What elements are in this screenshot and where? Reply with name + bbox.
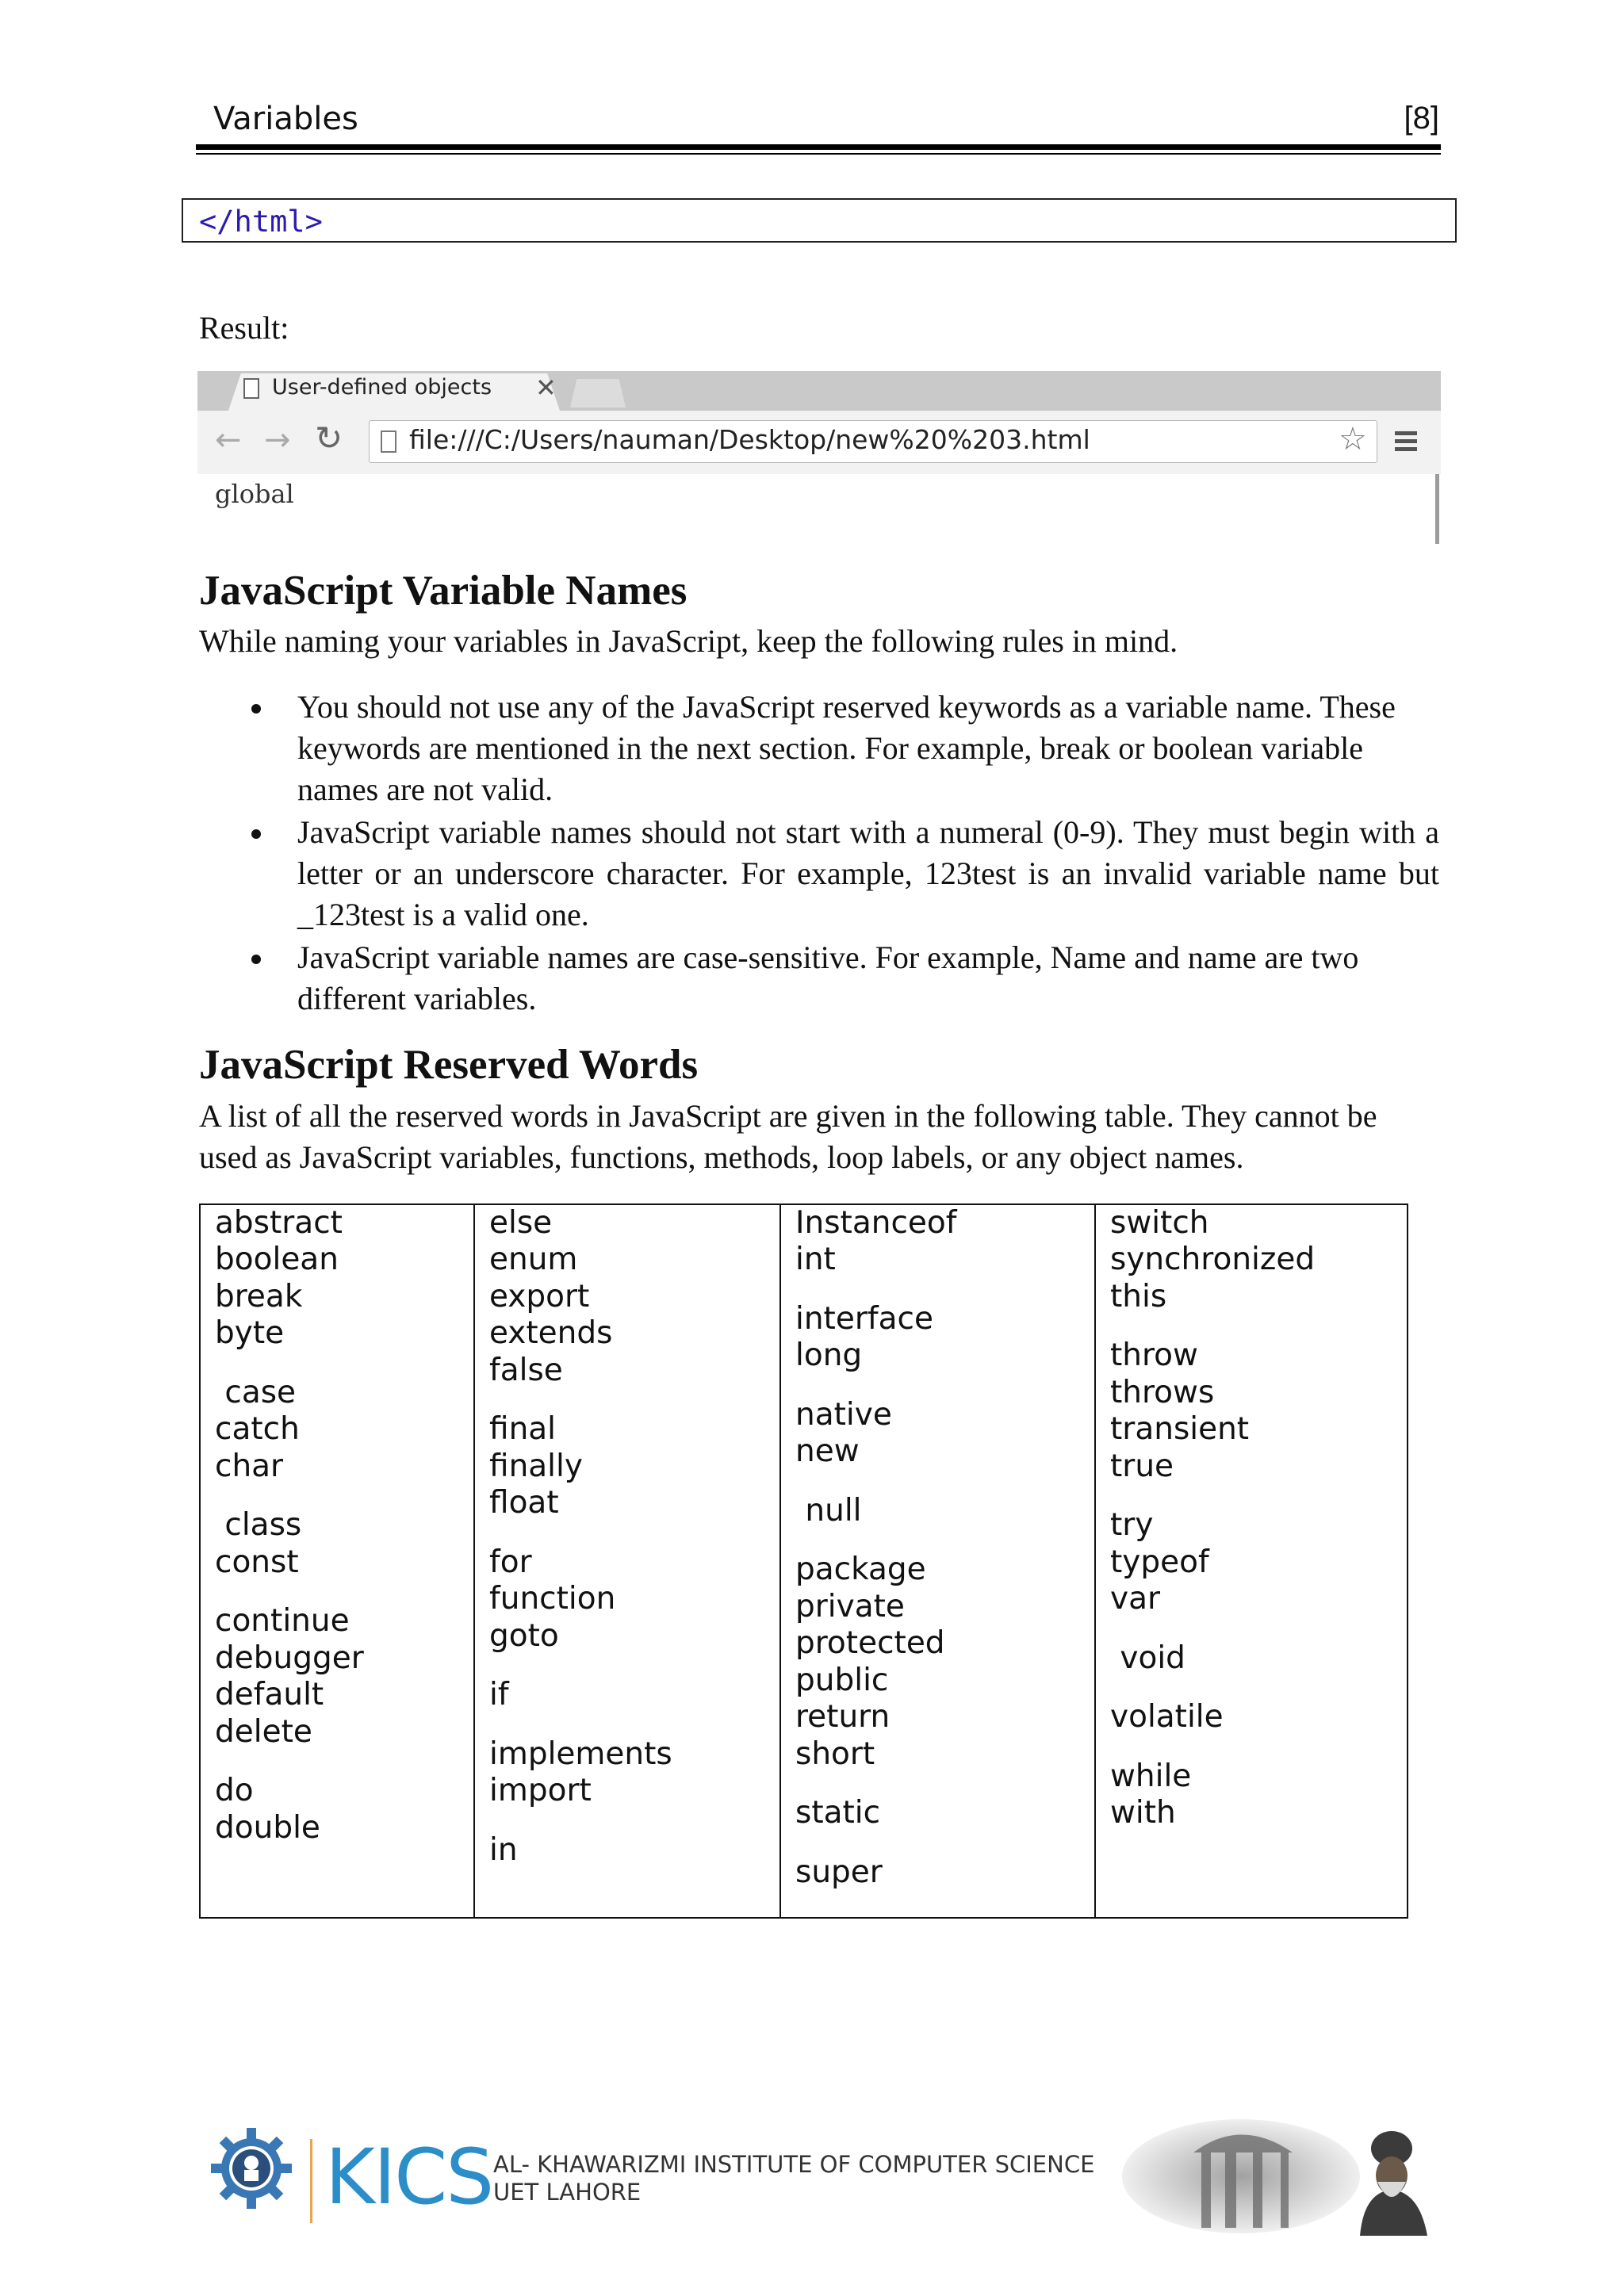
table-cell: final <box>489 1411 557 1447</box>
list-item-text: JavaScript variable names are case-sensitive. For example, Name and name are two different variables. <box>297 939 1359 1016</box>
table-cell: catch <box>215 1411 300 1447</box>
rules-list <box>250 687 1439 1020</box>
table-cell: case <box>215 1375 297 1410</box>
table-cell: break <box>215 1279 303 1314</box>
address-bar[interactable] <box>369 420 1377 463</box>
table-cell: extends <box>489 1315 613 1351</box>
list-item <box>250 812 1439 936</box>
list-item-text: JavaScript variable names should not start with a numeral (0-9). They must begin with a letter or an underscore character. For example, 123test is an invalid variable name but _123test is a valid one. <box>297 814 1439 932</box>
table-column <box>779 1205 1096 1917</box>
section-heading-reserved-words: JavaScript Reserved Words <box>199 1042 699 1088</box>
section-intro: While naming your variables in JavaScript, keep the following rules in mind. <box>199 623 1178 659</box>
page-header <box>196 99 1439 147</box>
table-cell: while <box>1110 1758 1192 1794</box>
table-cell: static <box>795 1795 881 1831</box>
reserved-words-table <box>199 1203 1408 1919</box>
table-cell: short <box>795 1736 875 1772</box>
page-content-text: global <box>215 479 294 509</box>
code-line: </html> <box>199 205 323 239</box>
table-cell: try <box>1110 1507 1154 1543</box>
table-cell: enum <box>489 1242 578 1277</box>
back-arrow-icon[interactable]: ← <box>215 422 242 458</box>
table-cell: function <box>489 1581 616 1617</box>
header-rule <box>196 144 1441 150</box>
table-cell: const <box>215 1544 299 1580</box>
table-cell: class <box>215 1507 302 1543</box>
table-cell: typeof <box>1110 1544 1209 1580</box>
table-cell: implements <box>489 1736 672 1772</box>
table-cell: new <box>795 1433 860 1469</box>
list-item-text: You should not use any of the JavaScript reserved keywords as a variable name. These keywords are mentioned in the next section. For example, break or boolean variable names are not valid. <box>297 689 1396 807</box>
close-icon[interactable]: ✕ <box>535 373 557 403</box>
table-cell: boolean <box>215 1242 339 1277</box>
table-cell: public <box>795 1663 889 1698</box>
kics-brand: KICS <box>325 2133 493 2221</box>
new-tab-button[interactable] <box>570 379 626 408</box>
footer-divider <box>310 2139 312 2223</box>
table-cell: package <box>795 1552 926 1587</box>
table-cell: transient <box>1110 1411 1250 1447</box>
table-cell: delete <box>215 1714 312 1750</box>
star-icon[interactable]: ☆ <box>1339 421 1367 457</box>
browser-screenshot <box>197 371 1441 544</box>
table-cell: char <box>215 1448 284 1484</box>
code-box <box>182 198 1457 243</box>
forward-arrow-icon[interactable]: → <box>264 422 291 458</box>
table-cell: do <box>215 1773 254 1808</box>
table-cell: throw <box>1110 1337 1198 1373</box>
table-cell: debugger <box>215 1640 364 1676</box>
table-cell: continue <box>215 1603 350 1639</box>
table-cell: export <box>489 1279 590 1314</box>
section-heading-variable-names: JavaScript Variable Names <box>199 568 688 614</box>
table-column <box>473 1205 781 1917</box>
table-cell: byte <box>215 1315 285 1351</box>
table-cell: synchronized <box>1110 1242 1316 1277</box>
table-cell: in <box>489 1832 518 1868</box>
table-cell: native <box>795 1397 892 1433</box>
table-cell: false <box>489 1353 563 1388</box>
header-rule-thin <box>196 153 1441 155</box>
table-cell: private <box>795 1589 905 1624</box>
table-cell: return <box>795 1699 891 1735</box>
table-cell: Instanceof <box>795 1205 957 1241</box>
table-column <box>1094 1205 1410 1917</box>
reload-icon[interactable]: ↻ <box>315 419 343 457</box>
institute-name: AL- KHAWARIZMI INSTITUTE OF COMPUTER SCIENCE <box>493 2151 1095 2178</box>
table-cell: interface <box>795 1301 933 1337</box>
page-icon <box>381 430 396 453</box>
page-icon <box>243 378 259 399</box>
table-cell: void <box>1110 1640 1185 1676</box>
page-number: [8] <box>1404 101 1439 136</box>
browser-content <box>197 474 1439 544</box>
table-cell: abstract <box>215 1205 343 1241</box>
url-text[interactable]: file:///C:/Users/nauman/Desktop/new%20%203.html <box>409 424 1090 455</box>
footer-illustration <box>1122 2117 1439 2236</box>
table-column <box>201 1205 473 1917</box>
table-cell: var <box>1110 1581 1161 1617</box>
tab-title: User-defined objects <box>272 375 492 400</box>
header-title: Variables <box>213 101 358 137</box>
section-intro: A list of all the reserved words in JavaScript are given in the following table. They cannot be used as JavaScript variables, functions, methods, loop labels, or any object names. <box>199 1098 1377 1175</box>
table-cell: with <box>1110 1795 1176 1831</box>
table-cell: volatile <box>1110 1699 1224 1735</box>
table-cell: float <box>489 1485 559 1521</box>
table-cell: else <box>489 1205 553 1241</box>
table-cell: switch <box>1110 1205 1209 1241</box>
table-cell: long <box>795 1337 863 1373</box>
list-item <box>250 687 1439 810</box>
kics-gear-logo <box>208 2125 295 2212</box>
table-cell: import <box>489 1773 592 1808</box>
table-cell: throws <box>1110 1375 1215 1410</box>
table-cell: if <box>489 1677 509 1712</box>
table-cell: null <box>795 1493 862 1529</box>
list-item <box>250 937 1439 1020</box>
table-cell: int <box>795 1242 836 1277</box>
table-cell: protected <box>795 1625 945 1661</box>
menu-icon[interactable] <box>1385 420 1425 461</box>
table-cell: true <box>1110 1448 1174 1484</box>
table-cell: this <box>1110 1279 1167 1314</box>
table-cell: goto <box>489 1618 559 1654</box>
table-cell: default <box>215 1677 324 1712</box>
table-cell: double <box>215 1810 320 1846</box>
table-cell: finally <box>489 1448 583 1484</box>
university-name: UET LAHORE <box>493 2179 642 2206</box>
result-label: Result: <box>199 310 289 346</box>
table-cell: super <box>795 1854 883 1890</box>
table-cell: for <box>489 1544 532 1580</box>
